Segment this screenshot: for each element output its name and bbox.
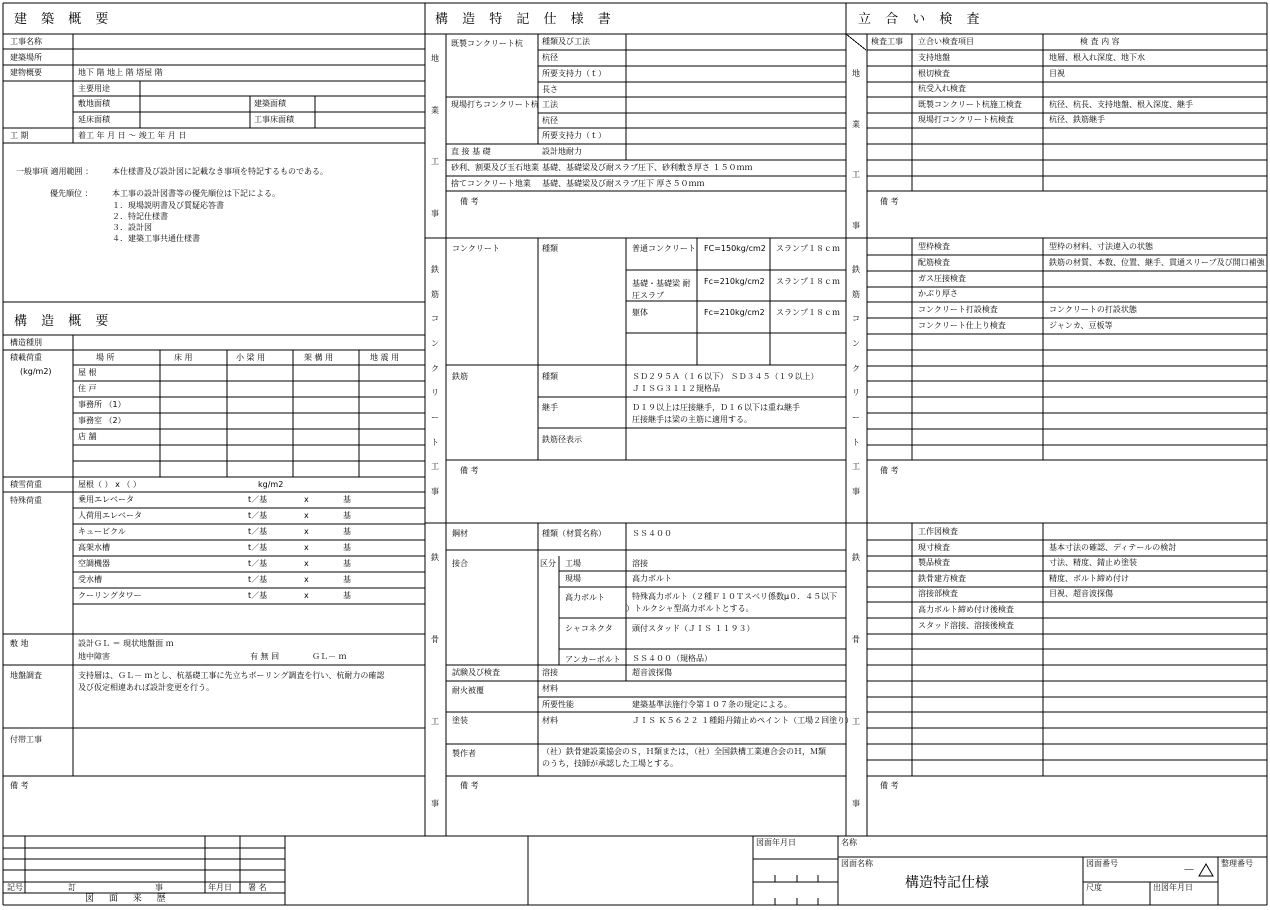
fabricator-value: （社）鉄骨建設業協会のＳ，Ｈ類または，（社）全国鉄構工業連合会のＨ，Ｍ類 bbox=[542, 747, 826, 756]
special-load-item: 受水槽 bbox=[78, 575, 102, 584]
direct-foundation-value: 設計地耐力 bbox=[542, 147, 582, 156]
rebar-joint-value-2: 圧接継手は梁の主筋に適用する。 bbox=[632, 415, 752, 424]
side-char: ン bbox=[431, 339, 439, 348]
side-char: リ bbox=[431, 388, 439, 397]
joint-division: 区分 bbox=[540, 559, 556, 568]
insp-foundation-remarks: 備 考 bbox=[880, 197, 899, 206]
label-snow-load: 積雪荷重 bbox=[10, 480, 42, 489]
special-load-x: x bbox=[304, 495, 309, 504]
load-row: 事務所 （1） bbox=[78, 400, 126, 409]
label-live-load: 積載荷重 bbox=[10, 353, 42, 362]
obstacle-depth: ＧＬ－ ｍ bbox=[312, 652, 347, 661]
insp-content: 目視 bbox=[1049, 68, 1065, 78]
soil-survey-text-1: 支持層は、ＧＬ－ ｍとし、杭基礎工事に先立ちボーリング調査を行い、杭耐力の確認 bbox=[78, 671, 385, 680]
section-title-structure-overview: 構 造 概 要 bbox=[14, 314, 114, 329]
rebar-joint-value: Ｄ１９以上は圧接継手，Ｄ１６以下は重ね継手 bbox=[632, 403, 800, 412]
label-load-unit: (kg/m2) bbox=[20, 367, 52, 376]
special-load-base: 基 bbox=[343, 575, 351, 584]
conc-name: 躯体 bbox=[632, 308, 648, 317]
conc-name: 基礎・基礎梁 耐圧スラブ bbox=[632, 279, 691, 300]
special-load-unit: t／基 bbox=[248, 591, 268, 600]
rebar-kind-label: 種類 bbox=[542, 372, 558, 381]
conc-slump: スランプ１８ｃｍ bbox=[776, 308, 840, 317]
special-load-base: 基 bbox=[343, 559, 351, 568]
section-title-building-overview: 建 築 概 要 bbox=[14, 12, 114, 27]
special-load-item: 高架水槽 bbox=[78, 543, 110, 552]
insp-item: 既製コンクリート杭施工検査 bbox=[918, 99, 1022, 109]
insp-item: 根切検査 bbox=[918, 68, 950, 78]
special-load-base: 基 bbox=[343, 543, 351, 552]
side-char: リ bbox=[852, 388, 860, 397]
insp-header-work: 検査工事 bbox=[871, 37, 903, 46]
direct-foundation-label: 直 接 基 礎 bbox=[451, 147, 491, 156]
special-load-base: 基 bbox=[343, 591, 351, 600]
side-char: 骨 bbox=[852, 635, 860, 644]
side-char: 業 bbox=[431, 106, 439, 115]
insp-content: 精度、ボルト締め付け bbox=[1049, 573, 1129, 583]
priority-item: ４．建築工事共通仕様書 bbox=[112, 234, 200, 243]
drawing-name: 構造特記仕様 bbox=[905, 875, 989, 891]
history-col-item: 事 bbox=[155, 883, 163, 892]
insp-item: 配筋検査 bbox=[918, 257, 950, 267]
rc-remarks: 備 考 bbox=[460, 466, 479, 475]
left-remarks: 備 考 bbox=[10, 781, 29, 790]
rebar-kind-value-2: ＪＩＳＧ３１１２規格品 bbox=[632, 384, 720, 393]
gravel-value: 基礎、基礎梁及び耐スラブ圧下、砂利敷き厚さ １５０ｍｍ bbox=[542, 163, 753, 172]
side-char: 工 bbox=[431, 157, 439, 166]
load-header: 床 用 bbox=[174, 353, 193, 362]
snow-unit: kg/m2 bbox=[258, 480, 284, 489]
leveling-value: 基礎、基礎梁及び耐スラブ圧下 厚さ５０ｍｍ bbox=[542, 179, 705, 188]
load-row: 住 戸 bbox=[78, 384, 97, 393]
side-char: コ bbox=[431, 314, 439, 323]
load-header: 場 所 bbox=[96, 353, 115, 362]
insp-content: 杭径、杭長、支持地盤、根入深度、継手 bbox=[1049, 99, 1193, 109]
load-row: 事務室 （2） bbox=[78, 416, 126, 425]
special-load-x: x bbox=[304, 511, 309, 520]
joint-factory: 工場 bbox=[565, 559, 581, 568]
insp-item: コンクリート打設検査 bbox=[918, 305, 998, 315]
insp-content: 型枠の材料、寸法違入の状態 bbox=[1049, 242, 1153, 251]
insp-content: ジャンカ、豆板等 bbox=[1049, 321, 1113, 330]
snow-text: 屋根（ ） x （ ） bbox=[78, 480, 141, 489]
insp-item: 現寸検査 bbox=[918, 542, 950, 552]
special-load-x: x bbox=[304, 575, 309, 584]
row-label-period: 工 期 bbox=[10, 131, 29, 140]
priority-text: 本工事の設計図書等の優先順位は下記による。 bbox=[112, 189, 280, 198]
label-soil-survey: 地盤調査 bbox=[10, 671, 42, 680]
name-label: 名称 bbox=[841, 838, 857, 847]
special-load-item: キュービクル bbox=[78, 527, 126, 536]
special-load-x: x bbox=[304, 591, 309, 600]
hsb-value-2: ）トルクシャ型高力ボルトとする。 bbox=[626, 604, 754, 613]
side-char: 鉄 bbox=[852, 265, 860, 274]
special-load-unit: t／基 bbox=[248, 575, 268, 584]
insp-content: 目視、超音波探傷 bbox=[1049, 589, 1113, 599]
hsb-value: 特殊高力ボルト（２種Ｆ１０Ｔスベリ係数μ０．４５以下 bbox=[632, 592, 838, 601]
insp-steel-remarks: 備 考 bbox=[880, 781, 899, 790]
leveling-label: 捨てコンクリート地業 bbox=[451, 179, 531, 188]
insp-content: 鉄筋の材質、本数、位置、継手、貫通スリーブ及び開口補強 bbox=[1049, 257, 1265, 267]
side-char: 筋 bbox=[852, 290, 860, 299]
history-col-mark: 記号 bbox=[7, 883, 23, 892]
side-char: 工 bbox=[431, 717, 439, 726]
label-work-floor-area: 工事床面積 bbox=[254, 115, 294, 124]
history-col-sign: 署 名 bbox=[248, 883, 267, 892]
special-load-unit: t／基 bbox=[248, 543, 268, 552]
test-weld-value: 超音波探傷 bbox=[632, 668, 672, 677]
insp-item: ガス圧接検査 bbox=[918, 273, 966, 283]
insp-item: 杭受入れ検査 bbox=[918, 84, 966, 94]
anchor-label: アンカーボルト bbox=[565, 655, 621, 664]
conc-name: 普通コンクリート bbox=[632, 244, 696, 253]
conc-fc: Fc=210kg/cm2 bbox=[704, 277, 765, 286]
insp-item: 型枠検査 bbox=[918, 242, 950, 251]
precast-row: 杭径 bbox=[542, 53, 558, 62]
conc-slump: スランプ１８ｃｍ bbox=[776, 244, 840, 253]
drawing-number-label: 図面番号 bbox=[1086, 859, 1118, 868]
load-header: 小 梁 用 bbox=[236, 353, 266, 362]
special-load-x: x bbox=[304, 559, 309, 568]
cast-row: 杭径 bbox=[542, 116, 558, 125]
history-col-date: 年月日 bbox=[208, 883, 232, 892]
anchor-value: ＳＳ４００（規格品） bbox=[632, 654, 712, 663]
building-floors: 地下 階 地上 階 塔屋 階 bbox=[78, 68, 163, 77]
priority-item: ２．特記仕様書 bbox=[112, 212, 168, 221]
soil-survey-text-2: 及び仮定相違あれば設計変更を行う。 bbox=[78, 683, 214, 692]
rebar-label: 鉄筋 bbox=[452, 372, 468, 381]
paint-material: 材料 bbox=[542, 716, 558, 725]
precast-row: 所要支持力（ｔ） bbox=[542, 69, 606, 78]
insp-item: 製品検査 bbox=[918, 558, 950, 568]
conc-slump: スランプ１８ｃｍ bbox=[776, 277, 840, 286]
priority-item: １．現場説明書及び質疑応答書 bbox=[112, 201, 224, 210]
side-char: 鉄 bbox=[431, 553, 439, 562]
label-total-floor-area: 延床面積 bbox=[78, 115, 110, 124]
cast-row: 所要支持力（ｔ） bbox=[542, 131, 606, 140]
drawing-name-label: 図面名称 bbox=[841, 859, 873, 868]
gravel-label: 砂利、割栗及び玉石地業 bbox=[451, 163, 539, 172]
label-struct-type: 構造種別 bbox=[10, 338, 42, 347]
side-char: ト bbox=[852, 438, 860, 447]
side-char: 事 bbox=[852, 487, 860, 496]
label-site-area: 敷地面積 bbox=[78, 99, 110, 108]
label-ancillary-work: 付帯工事 bbox=[10, 735, 42, 744]
side-char: 事 bbox=[431, 799, 439, 808]
insp-item: 支持地盤 bbox=[918, 53, 950, 62]
row-label-project-name: 工事名称 bbox=[10, 37, 42, 46]
insp-item: 高力ボルト締め付け後検査 bbox=[918, 605, 1014, 614]
section-title-inspection: 立 合 い 検 査 bbox=[858, 12, 985, 27]
fireproof-performance: 所要性能 bbox=[542, 700, 574, 709]
side-char: ク bbox=[431, 364, 439, 373]
side-char: ー bbox=[852, 413, 860, 422]
special-load-base: 基 bbox=[343, 511, 351, 520]
side-char: 骨 bbox=[431, 635, 439, 644]
stud-label: シャコネクタ bbox=[565, 624, 613, 633]
joint-site: 現場 bbox=[565, 574, 581, 583]
side-char: ク bbox=[852, 364, 860, 373]
joint-site-value: 高力ボルト bbox=[632, 574, 672, 583]
paint-label: 塗装 bbox=[452, 716, 468, 725]
fireproof-material: 材料 bbox=[542, 684, 558, 693]
special-load-base: 基 bbox=[343, 495, 351, 504]
concrete-label: コンクリート bbox=[452, 244, 500, 253]
section-title-spec: 構 造 特 記 仕 様 書 bbox=[435, 12, 616, 27]
side-char: 地 bbox=[852, 69, 860, 78]
joint-label: 接合 bbox=[452, 559, 468, 568]
side-char: 筋 bbox=[431, 290, 439, 299]
precast-row: 種類及び工法 bbox=[542, 37, 590, 46]
fireproof-performance-value: 建築基準法施行令第１０７条の規定による。 bbox=[632, 700, 792, 709]
special-load-x: x bbox=[304, 543, 309, 552]
rebar-kind-value: ＳＤ２９５Ａ（１６以下） ＳＤ３４５（１９以上） bbox=[632, 372, 819, 381]
label-main-use: 主要用途 bbox=[78, 84, 110, 93]
history-col-revision: 訂 bbox=[68, 883, 76, 892]
issue-date-label: 出図年月日 bbox=[1153, 883, 1193, 892]
label-ground-level: 敷 地 bbox=[10, 639, 29, 648]
paint-value: ＪＩＳ Ｋ５６２２ １種鉛丹錆止めペイント（工場２回塗り） bbox=[632, 716, 854, 725]
stud-value: 頭付スタッド（ＪＩＳ １１９３） bbox=[632, 624, 755, 633]
insp-item: 鉄骨建方検査 bbox=[918, 573, 966, 583]
steel-kind-value: ＳＳ４００ bbox=[632, 529, 672, 538]
insp-item: 現場打コンクリート杭検査 bbox=[918, 115, 1014, 125]
test-weld: 溶接 bbox=[542, 668, 558, 677]
insp-rc-remarks: 備 考 bbox=[880, 466, 899, 475]
steel-remarks: 備 考 bbox=[460, 781, 479, 790]
rebar-diameter-label: 鉄筋径表示 bbox=[542, 435, 582, 444]
conc-fc: Fc=210kg/cm2 bbox=[704, 308, 765, 317]
side-char: ト bbox=[431, 438, 439, 447]
joint-factory-value: 溶接 bbox=[632, 559, 648, 568]
side-char: 事 bbox=[431, 487, 439, 496]
insp-header-item: 立合い検査項目 bbox=[918, 37, 974, 46]
side-char: 工 bbox=[852, 170, 860, 179]
hsb-label: 高力ボルト bbox=[565, 593, 605, 602]
side-char: 事 bbox=[852, 799, 860, 808]
priority-label: 優先順位 ： bbox=[50, 189, 93, 198]
drawing-history-title: 図 面 来 歴 bbox=[85, 894, 172, 904]
insp-item: コンクリート仕上り検査 bbox=[918, 321, 1006, 330]
side-char: 工 bbox=[852, 462, 860, 471]
revision-triangle-icon bbox=[1199, 864, 1213, 876]
test-label: 試験及び検査 bbox=[452, 668, 500, 677]
conc-fc: FC=150kg/cm2 bbox=[704, 244, 766, 253]
row-label-site: 建築場所 bbox=[10, 53, 42, 62]
revision-number-label: 整理番号 bbox=[1221, 859, 1253, 868]
label-special-load: 特殊荷重 bbox=[10, 496, 42, 505]
special-load-item: 人荷用エレベータ bbox=[78, 511, 142, 520]
side-char: 鉄 bbox=[431, 265, 439, 274]
load-header: 架 構 用 bbox=[304, 353, 334, 362]
side-char: 業 bbox=[852, 120, 860, 129]
insp-header-content: 検 査 内 容 bbox=[1080, 37, 1120, 46]
rebar-joint-label: 継手 bbox=[542, 403, 558, 412]
side-char: ン bbox=[852, 339, 860, 348]
side-char: 工 bbox=[852, 717, 860, 726]
steel-label: 鋼材 bbox=[452, 529, 468, 538]
side-char: ー bbox=[431, 413, 439, 422]
foundation-remarks: 備 考 bbox=[460, 197, 479, 206]
special-load-item: 乗用エレベータ bbox=[78, 495, 134, 504]
insp-item: スタッド溶接、溶接後検査 bbox=[918, 620, 1014, 630]
load-header: 地 震 用 bbox=[370, 353, 400, 362]
scale-label: 尺度 bbox=[1086, 883, 1102, 892]
drawing-date-label: 図面年月日 bbox=[756, 838, 796, 847]
insp-content: 基本寸法の確認、ディテールの検討 bbox=[1049, 542, 1177, 552]
concrete-kind-label: 種類 bbox=[542, 244, 558, 253]
cast-row: 工法 bbox=[542, 100, 558, 109]
load-row: 店 舗 bbox=[78, 432, 97, 441]
ground-level-text: 設計ＧＬ ＝ 現状地盤面 ｍ bbox=[78, 639, 174, 648]
insp-content: 地層、根入れ深度、地下水 bbox=[1049, 53, 1145, 62]
cast-pile-label: 現場打ちコンクリート杭 bbox=[451, 100, 539, 109]
precast-pile-label: 既製コンクリート杭 bbox=[451, 39, 523, 48]
special-load-unit: t／基 bbox=[248, 527, 268, 536]
side-char: コ bbox=[852, 314, 860, 323]
side-char: 事 bbox=[852, 221, 860, 230]
special-load-base: 基 bbox=[343, 527, 351, 536]
row-label-building: 建物概要 bbox=[10, 68, 42, 77]
fireproof-label: 耐火被覆 bbox=[452, 686, 484, 695]
special-load-x: x bbox=[304, 527, 309, 536]
special-load-item: 空調機器 bbox=[78, 559, 110, 568]
construction-period: 着工 年 月 日 〜 竣工 年 月 日 bbox=[78, 131, 187, 140]
side-char: 鉄 bbox=[852, 553, 860, 562]
insp-item: 溶接部検査 bbox=[918, 589, 958, 599]
precast-row: 長さ bbox=[542, 85, 558, 94]
side-char: 地 bbox=[431, 54, 439, 63]
insp-item: 工作図検査 bbox=[918, 527, 958, 536]
drawing-number: － bbox=[1183, 863, 1196, 877]
special-load-item: クーリングタワー bbox=[78, 591, 142, 600]
general-label: 一般事項 適用範囲 ： bbox=[16, 167, 94, 176]
fabricator-label: 製作者 bbox=[452, 749, 476, 758]
special-load-unit: t／基 bbox=[248, 511, 268, 520]
insp-content: コンクリートの打設状態 bbox=[1049, 305, 1137, 315]
insp-item: かぶり厚さ bbox=[918, 289, 958, 299]
side-char: 事 bbox=[431, 209, 439, 218]
label-building-area: 建築面積 bbox=[254, 99, 286, 108]
side-char: 工 bbox=[431, 462, 439, 471]
special-load-unit: t／基 bbox=[248, 495, 268, 504]
priority-item: ３．設計図 bbox=[112, 223, 152, 232]
load-row: 屋 根 bbox=[78, 368, 97, 377]
steel-kind-label: 種類（材質名称） bbox=[542, 529, 606, 538]
insp-content: 杭径、鉄筋継手 bbox=[1049, 115, 1105, 125]
special-load-unit: t／基 bbox=[248, 559, 268, 568]
general-text: 本仕様書及び設計図に記載なき事項を特記するものである。 bbox=[112, 167, 328, 176]
obstacle-presence: 有 無 回 bbox=[250, 652, 280, 661]
underground-obstacle: 地中障害 bbox=[78, 652, 110, 661]
fabricator-value-2: のうち，技師が承認した工場とする。 bbox=[542, 759, 678, 768]
insp-content: 寸法、精度、錆止め塗装 bbox=[1049, 558, 1137, 568]
